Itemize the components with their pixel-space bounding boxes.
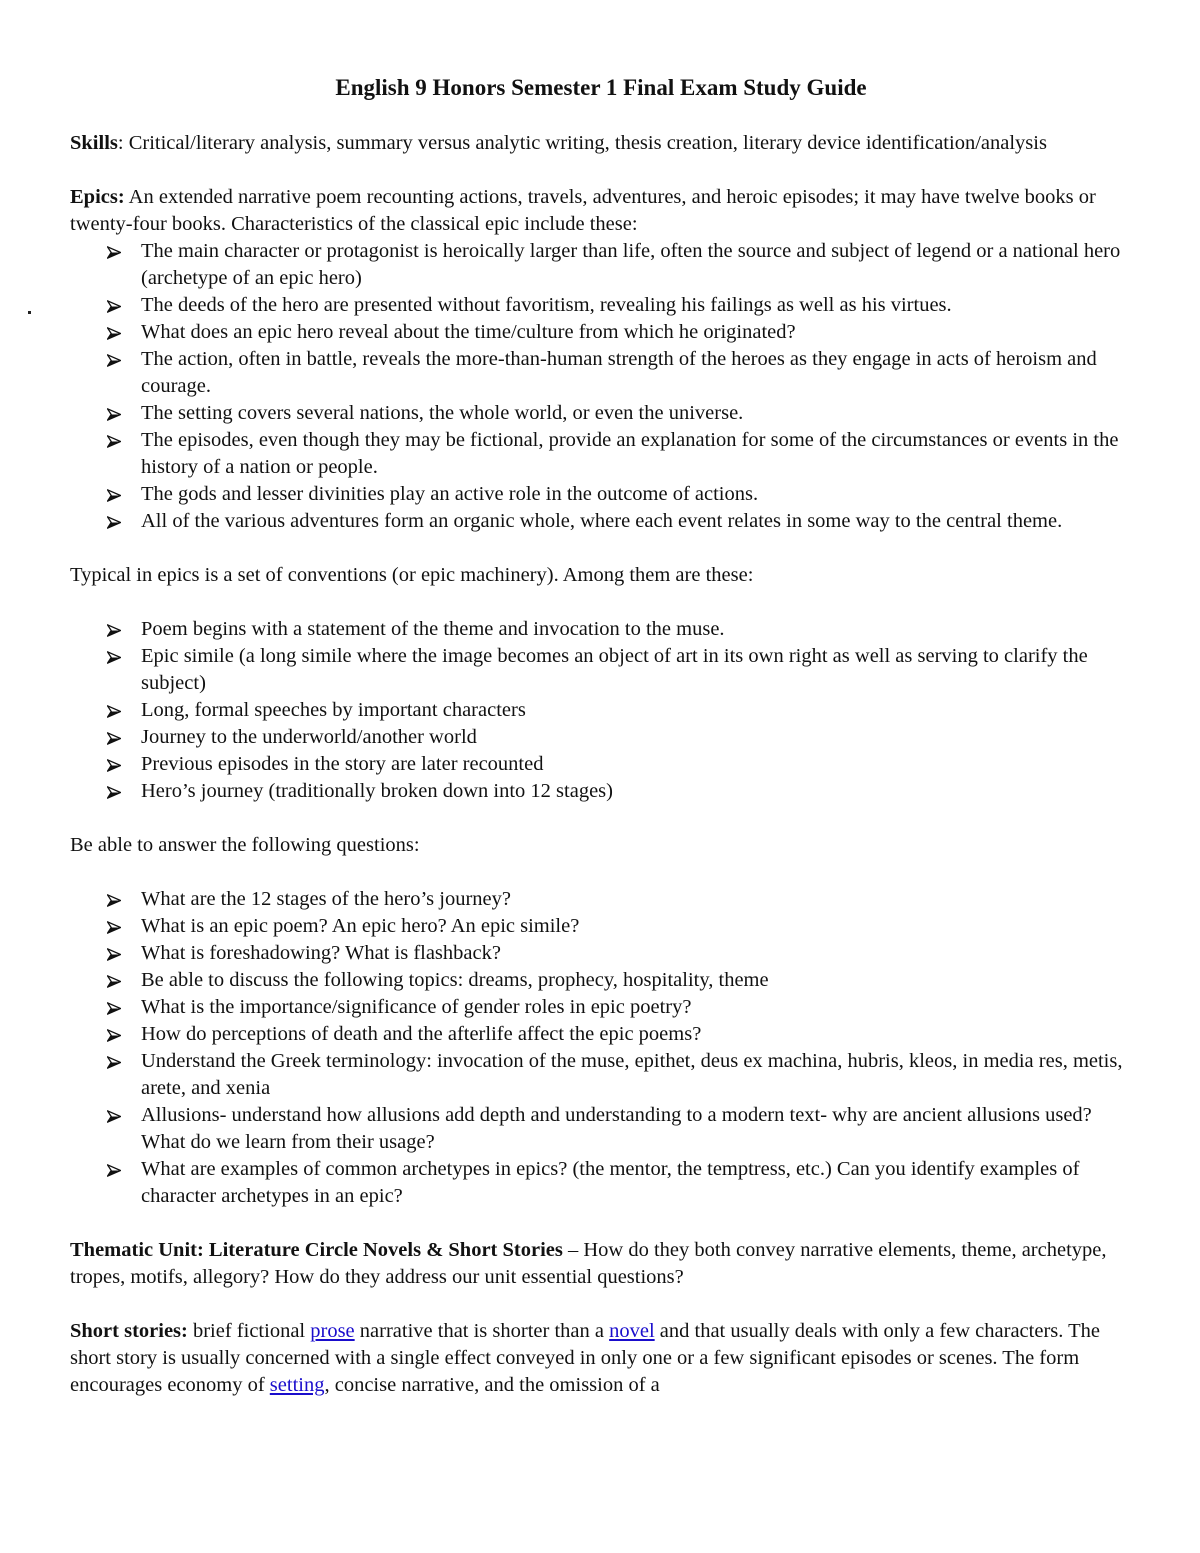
list-item: How do perceptions of death and the afterlife affect the epic poems? — [70, 1021, 1132, 1048]
list-item: The setting covers several nations, the whole world, or even the universe. — [70, 400, 1132, 427]
list-item: The action, often in battle, reveals the more-than-human strength of the heroes as they engage in acts of heroism and courage. — [70, 346, 1132, 400]
page-title: English 9 Honors Semester 1 Final Exam Study Guide — [335, 75, 867, 100]
thematic-unit-text: – How do they both convey narrative elements, theme, archetype, tropes, motifs, allegory? How do they address our unit essential questions? — [70, 1239, 1107, 1288]
arrow-bullet-icon — [107, 319, 127, 346]
arrow-bullet-icon — [107, 913, 127, 940]
skills-label: Skills — [70, 132, 118, 154]
list-item: What is foreshadowing? What is flashback? — [70, 940, 1132, 967]
arrow-bullet-icon — [107, 427, 127, 454]
setting-link[interactable]: setting — [269, 1374, 325, 1396]
arrow-bullet-icon — [107, 346, 127, 373]
arrow-bullet-icon — [107, 1021, 127, 1048]
questions-intro: Be able to answer the following questions: — [70, 834, 420, 856]
skills-paragraph — [70, 130, 1132, 157]
thematic-unit-paragraph — [70, 1237, 1132, 1291]
list-item: What are examples of common archetypes in epics? (the mentor, the temptress, etc.) Can you identify examples of character archetypes in an epic? — [70, 1156, 1132, 1210]
arrow-bullet-icon — [107, 886, 127, 913]
prose-link[interactable]: prose — [310, 1320, 355, 1342]
list-item: Poem begins with a statement of the theme and invocation to the muse. — [70, 616, 1132, 643]
stray-mark — [28, 311, 31, 314]
list-item: Be able to discuss the following topics: dreams, prophecy, hospitality, theme — [70, 967, 1132, 994]
list-item: Epic simile (a long simile where the image becomes an object of art in its own right as well as serving to clarify the subject) — [70, 643, 1132, 697]
list-item: What does an epic hero reveal about the time/culture from which he originated? — [70, 319, 1132, 346]
list-item: All of the various adventures form an organic whole, where each event relates in some way to the central theme. — [70, 508, 1132, 535]
list-item: Hero’s journey (traditionally broken down into 12 stages) — [70, 778, 1132, 805]
arrow-bullet-icon — [107, 616, 127, 643]
epics-label: Epics: — [70, 186, 125, 208]
arrow-bullet-icon — [107, 508, 127, 535]
arrow-bullet-icon — [107, 724, 127, 751]
arrow-bullet-icon — [107, 238, 127, 265]
list-item: Understand the Greek terminology: invocation of the muse, epithet, deus ex machina, hubris, kleos, in media res, metis, arete, and xenia — [70, 1048, 1132, 1102]
arrow-bullet-icon — [107, 967, 127, 994]
arrow-bullet-icon — [107, 481, 127, 508]
arrow-bullet-icon — [107, 940, 127, 967]
skills-text: : Critical/literary analysis, summary versus analytic writing, thesis creation, literary device identification/analysis — [117, 132, 1047, 154]
list-item: The main character or protagonist is heroically larger than life, often the source and subject of legend or a national hero (archetype of an epic hero) — [70, 238, 1132, 292]
arrow-bullet-icon — [107, 778, 127, 805]
arrow-bullet-icon — [107, 1048, 127, 1075]
arrow-bullet-icon — [107, 400, 127, 427]
arrow-bullet-icon — [107, 697, 127, 724]
short-stories-label: Short stories: — [70, 1320, 188, 1342]
arrow-bullet-icon — [107, 994, 127, 1021]
epic-characteristics-list — [70, 238, 1132, 535]
list-item: Allusions- understand how allusions add depth and understanding to a modern text- why are ancient allusions used? What do we learn from their usage? — [70, 1102, 1132, 1156]
arrow-bullet-icon — [107, 1156, 127, 1183]
list-item: What are the 12 stages of the hero’s journey? — [70, 886, 1132, 913]
arrow-bullet-icon — [107, 643, 127, 670]
list-item: The deeds of the hero are presented without favoritism, revealing his failings as well as his virtues. — [70, 292, 1132, 319]
short-stories-paragraph: Short stories: brief fictional prose narrative that is shorter than a novel and that usually deals with only a few characters. The short story is usually concerned with a single effect conveyed in only one or a few significant episodes or scenes. The form encourages economy of setting, concise narrative, and the omission of a — [70, 1320, 1101, 1396]
list-item: Long, formal speeches by important characters — [70, 697, 1132, 724]
list-item: What is an epic poem? An epic hero? An epic simile? — [70, 913, 1132, 940]
list-item: The episodes, even though they may be fictional, provide an explanation for some of the circumstances or events in the history of a nation or people. — [70, 427, 1132, 481]
novel-link[interactable]: novel — [609, 1320, 655, 1342]
list-item: What is the importance/significance of gender roles in epic poetry? — [70, 994, 1132, 1021]
conventions-intro: Typical in epics is a set of conventions (or epic machinery). Among them are these: — [70, 564, 754, 586]
epics-paragraph — [70, 184, 1132, 238]
arrow-bullet-icon — [107, 292, 127, 319]
study-questions-list — [70, 886, 1132, 1210]
arrow-bullet-icon — [107, 751, 127, 778]
study-guide-page — [70, 72, 1132, 1399]
arrow-bullet-icon — [107, 1102, 127, 1129]
epic-conventions-list — [70, 616, 1132, 805]
list-item: Journey to the underworld/another world — [70, 724, 1132, 751]
list-item: The gods and lesser divinities play an active role in the outcome of actions. — [70, 481, 1132, 508]
thematic-unit-label: Thematic Unit: Literature Circle Novels & Short Stories — [70, 1239, 563, 1261]
epics-text: An extended narrative poem recounting actions, travels, adventures, and heroic episodes; it may have twelve books or twenty-four books. Characteristics of the classical epic include these: — [70, 186, 1096, 235]
list-item: Previous episodes in the story are later recounted — [70, 751, 1132, 778]
